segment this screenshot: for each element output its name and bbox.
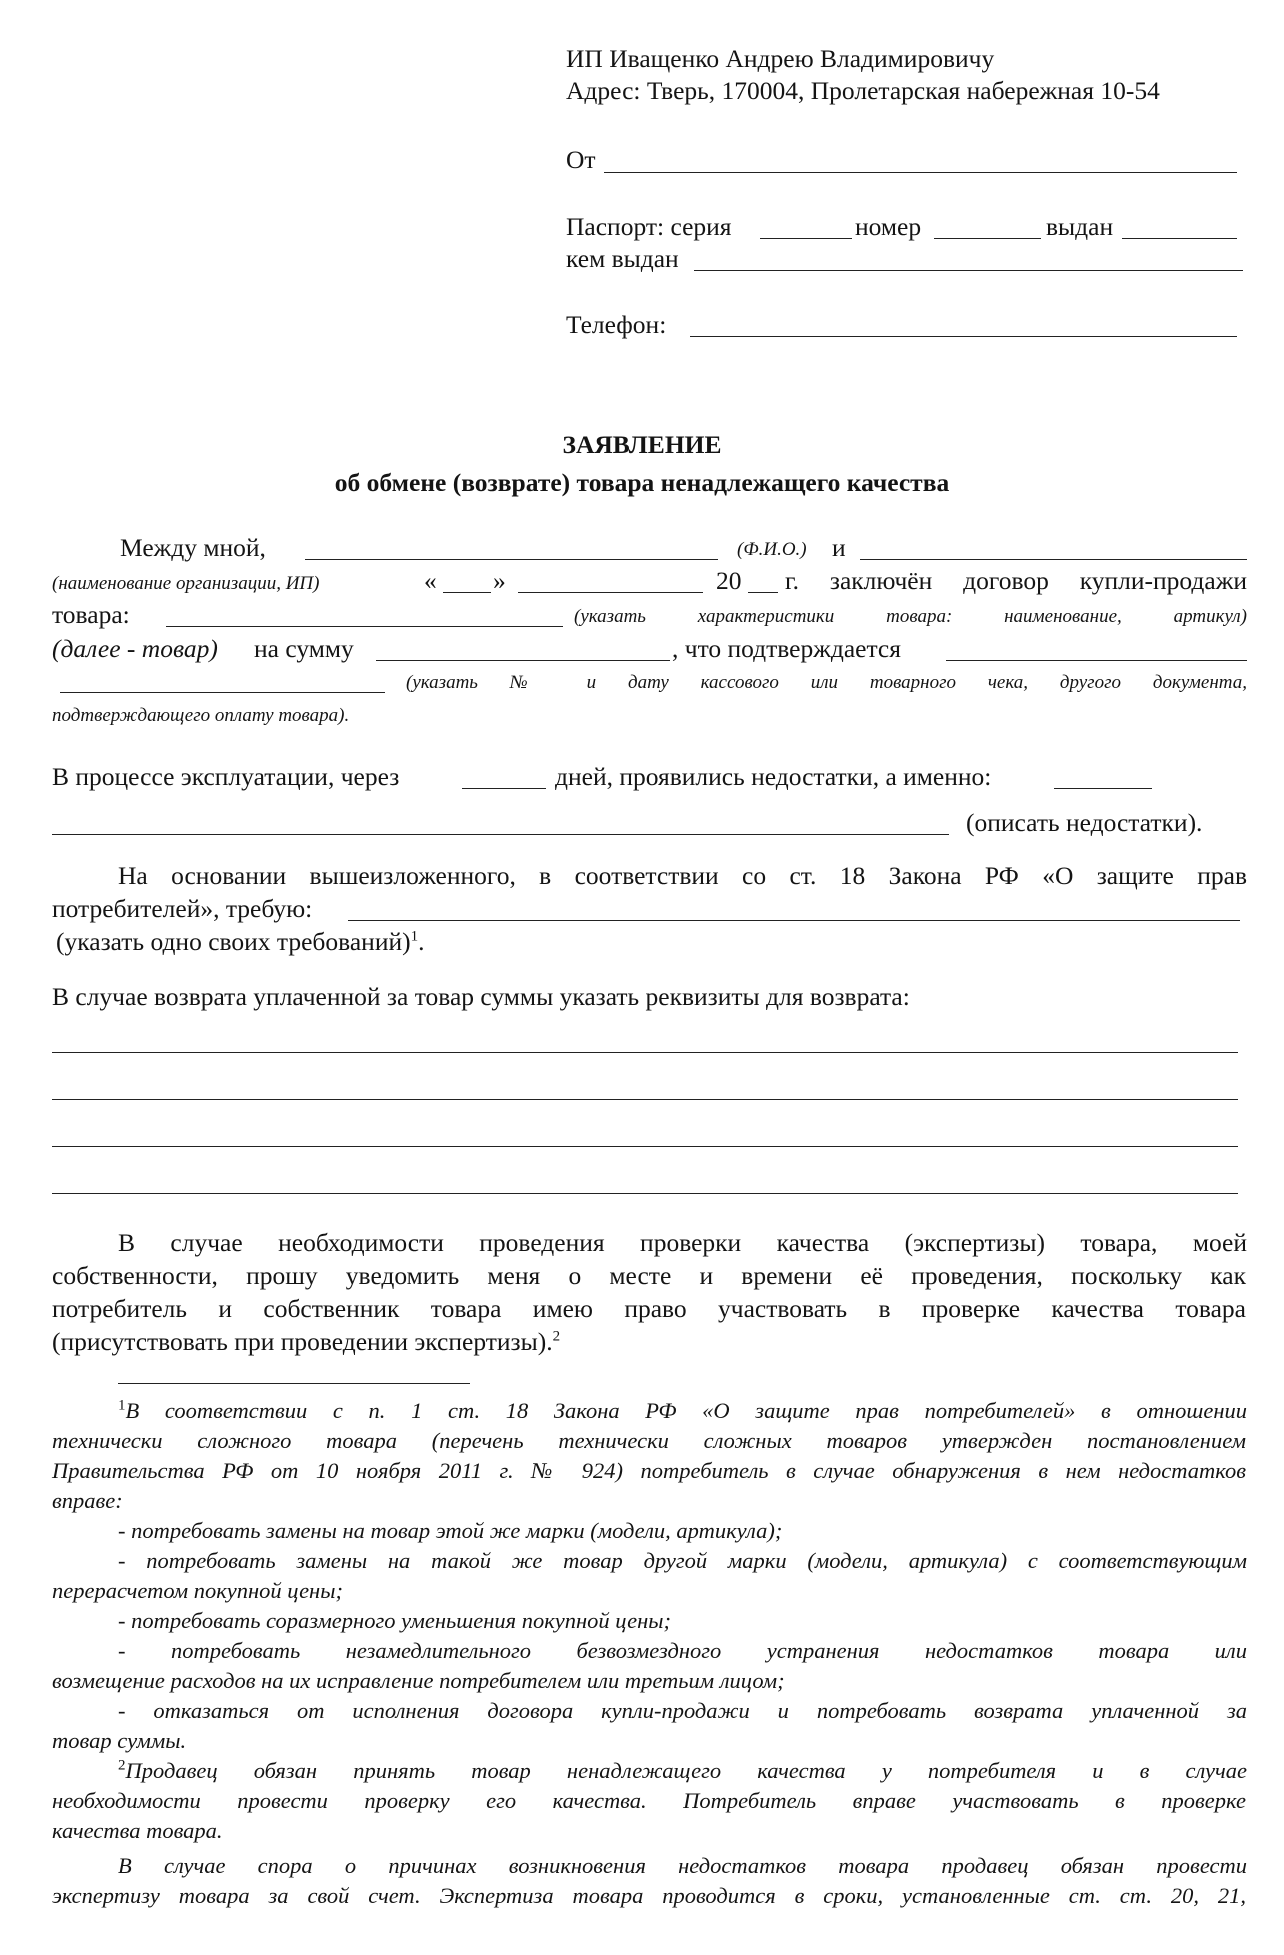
passport-number-blank[interactable]	[934, 238, 1041, 239]
footnote-2-marker: 2	[118, 1757, 126, 1774]
p1-receipt-hint-2: подтверждающего оплату товара).	[52, 705, 350, 726]
p5-line-4-text: (присутствовать при проведении экспертизы).	[52, 1327, 553, 1356]
passport-number-label: номер	[855, 212, 922, 241]
footnote-2-line-3: качества товара.	[52, 1818, 223, 1843]
p1-confirmed-blank[interactable]	[946, 660, 1247, 661]
p4-text: В случае возврата уплаченной за товар суммы указать реквизиты для возврата:	[52, 982, 910, 1011]
from-blank[interactable]	[604, 172, 1237, 173]
p1-year-blank[interactable]	[748, 592, 778, 593]
p1-year-prefix: 20	[716, 566, 742, 595]
p1-fio-hint: (Ф.И.О.)	[737, 539, 807, 560]
p2-days-blank[interactable]	[462, 788, 546, 789]
p1-goods-hint: (указать характеристики товара: наименование, артикул)	[574, 606, 1247, 627]
document-subtitle: об обмене (возврате) товара ненадлежащего качества	[334, 468, 950, 497]
footnote-2-line-1-text: Продавец обязан принять товар ненадлежащего качества у потребителя и в случае	[125, 1758, 1247, 1783]
p1-receipt-blank[interactable]	[60, 692, 385, 693]
footnote-ref-2: 2	[552, 1328, 561, 1345]
p5-line-1: В случае необходимости проведения проверки качества (экспертизы) товара, моей	[118, 1228, 1247, 1257]
footnote-1-bullet-2: - потребовать замены на такой же товар другой марки (модели, артикула) с соответствующим	[118, 1548, 1247, 1573]
footnote-1-bullet-1: - потребовать замены на товар этой же марки (модели, артикула);	[118, 1518, 783, 1543]
p2-text: В процессе эксплуатации, через	[52, 762, 400, 791]
p1-goods-blank[interactable]	[166, 626, 563, 627]
p1-sum-label: на сумму	[254, 634, 354, 663]
p1-quote-open: «	[424, 566, 437, 595]
phone-blank[interactable]	[690, 336, 1237, 337]
from-label: От	[566, 145, 596, 174]
p1-contract-text: г. заключён договор купли-продажи	[785, 566, 1247, 595]
issued-by-blank[interactable]	[694, 270, 1243, 271]
footnote-1-line-3: Правительства РФ от 10 ноября 2011 г. № 924) потребитель в случае обнаружения в нем недостатков	[52, 1458, 1246, 1483]
footnote-1-line-2: технически сложного товара (перечень технически сложных товаров утвержден постановлением	[52, 1428, 1246, 1453]
p3-demand-hint-text: (указать одно своих требований)	[56, 927, 411, 956]
addressee-address: Адрес: Тверь, 170004, Пролетарская набережная 10-54	[566, 76, 1160, 105]
p2-defects-text: дней, проявились недостатки, а именно:	[555, 762, 992, 791]
footnote-1-bullet-2-cont: перерасчетом покупной цены;	[52, 1578, 343, 1603]
p1-quote-close: »	[493, 566, 506, 595]
p2-defects-blank-2[interactable]	[52, 834, 949, 835]
p3-line-1: На основании вышеизложенного, в соответствии со ст. 18 Закона РФ «О защите прав	[118, 861, 1247, 890]
requisites-blank-2[interactable]	[52, 1099, 1238, 1100]
passport-series-blank[interactable]	[760, 238, 852, 239]
footnote-1-bullet-4: - потребовать незамедлительного безвозмездного устранения недостатков товара или	[118, 1638, 1247, 1663]
footnote-separator	[118, 1383, 470, 1384]
p2-defects-blank-1[interactable]	[1054, 788, 1152, 789]
p3-demand-blank[interactable]	[348, 920, 1240, 921]
p1-party-blank[interactable]	[860, 559, 1247, 560]
p1-sum-blank[interactable]	[376, 660, 670, 661]
p5-line-3: потребитель и собственник товара имею право участвовать в проверке качества товара	[52, 1294, 1246, 1323]
p5-line-4	[52, 1329, 560, 1355]
footnote-ref-1: 1	[410, 928, 419, 945]
addressee-line: ИП Иващенко Андрею Владимировичу	[566, 44, 995, 73]
requisites-blank-4[interactable]	[52, 1193, 1238, 1194]
p1-fio-blank[interactable]	[305, 559, 718, 560]
footnote-1-bullet-5: - отказаться от исполнения договора купли-продажи и потребовать возврата уплаченной за	[118, 1698, 1247, 1723]
p1-between: Между мной,	[120, 533, 266, 562]
p1-day-blank[interactable]	[443, 592, 491, 593]
p1-goods-label: товара:	[52, 600, 130, 629]
footnote-2-line-4: В случае спора о причинах возникновения недостатков товара продавец обязан провести	[118, 1853, 1247, 1878]
p1-org-hint: (наименование организации, ИП)	[52, 573, 320, 594]
requisites-blank-3[interactable]	[52, 1146, 1238, 1147]
p3-demand-label: потребителей», требую:	[52, 894, 313, 923]
passport-issued-label: выдан	[1046, 212, 1114, 241]
footnote-2-line-1	[118, 1757, 1247, 1783]
p1-further-text: (далее - товар)	[52, 634, 218, 663]
footnote-1-bullet-5-cont: товар суммы.	[52, 1728, 187, 1753]
passport-series-label: Паспорт: серия	[566, 212, 732, 241]
p2-defects-hint: (описать недостатки).	[966, 808, 1203, 837]
p1-and: и	[832, 533, 846, 562]
phone-label: Телефон:	[566, 310, 667, 339]
footnote-1-marker: 1	[118, 1397, 126, 1414]
p1-receipt-hint: (указать № и дату кассового или товарного чека, другого документа,	[406, 672, 1247, 693]
document-title: ЗАЯВЛЕНИЕ	[562, 430, 722, 459]
footnote-2-line-5: экспертизу товара за свой счет. Экспертиза товара проводится в сроки, установленные ст. ст. 20, 21,	[52, 1883, 1246, 1908]
requisites-blank-1[interactable]	[52, 1052, 1238, 1053]
footnote-1-bullet-4-cont: возмещение расходов на их исправление потребителем или третьим лицом;	[52, 1668, 785, 1693]
footnote-1-line-4: вправе:	[52, 1488, 123, 1513]
p1-confirmed-text: , что подтверждается	[672, 634, 901, 663]
issued-by-label: кем выдан	[566, 244, 679, 273]
footnote-1-line-1-text: В соответствии с п. 1 ст. 18 Закона РФ «О защите прав потребителей» в отношении	[125, 1398, 1247, 1423]
p3-demand-hint: (указать одно своих требований)$^1$.	[56, 927, 425, 956]
passport-issued-blank[interactable]	[1122, 238, 1237, 239]
footnote-1-line-1	[118, 1397, 1247, 1423]
p5-line-2: собственности, прошу уведомить меня о месте и времени её проведения, поскольку как	[52, 1261, 1246, 1290]
p1-month-blank[interactable]	[518, 592, 703, 593]
footnote-1-bullet-3: - потребовать соразмерного уменьшения покупной цены;	[118, 1608, 671, 1633]
footnote-2-line-2: необходимости провести проверку его качества. Потребитель вправе участвовать в проверке	[52, 1788, 1246, 1813]
